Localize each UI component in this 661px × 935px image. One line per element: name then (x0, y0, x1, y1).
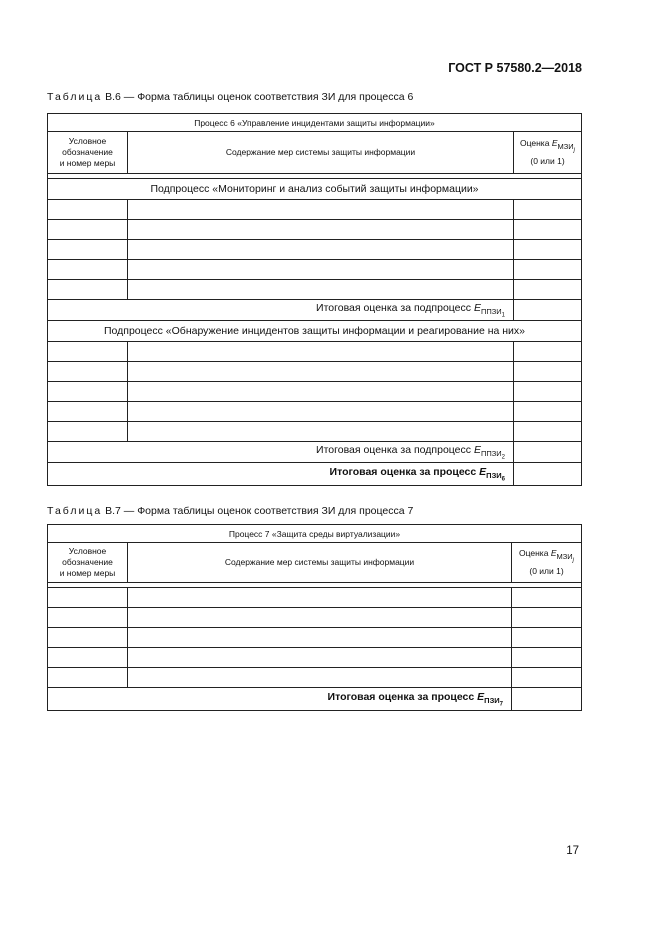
table7-col-score-header: Оценка $E_{МЗИ_j}$ (0 или 1) (512, 543, 582, 583)
table6-process-total-value (514, 463, 582, 486)
table-row (48, 342, 582, 362)
table7-process-title: Процесс 7 «Защита среды виртуализации» (48, 525, 582, 543)
table-row (48, 220, 582, 240)
table-row (48, 588, 582, 608)
table-row (48, 422, 582, 442)
table7-caption-number: В.7 (105, 505, 121, 517)
table-row (48, 648, 582, 668)
table-row (48, 382, 582, 402)
table-row (48, 362, 582, 382)
table7-caption-text: — Форма таблицы оценок соответствия ЗИ для процесса 7 (123, 505, 414, 517)
page-number: 17 (566, 845, 579, 857)
table6-col-content-header: Содержание мер системы защиты информации (128, 132, 514, 174)
table7-caption-prefix: Таблица (47, 505, 103, 517)
table6-subprocess2-total: Итоговая оценка за подпроцесс $E_{ППЗИ_2}$ (48, 442, 514, 463)
table6-subprocess1-title: Подпроцесс «Мониторинг и анализ событий защиты информации» (48, 179, 582, 200)
table-row (48, 200, 582, 220)
table-row (48, 402, 582, 422)
table6-subprocess2-title: Подпроцесс «Обнаружение инцидентов защиты информации и реагирование на них» (48, 321, 582, 342)
table-row (48, 260, 582, 280)
table6-process-title: Процесс 6 «Управление инцидентами защиты информации» (48, 114, 582, 132)
document-code: ГОСТ Р 57580.2—2018 (448, 61, 582, 75)
table7-process-total-value (512, 688, 582, 711)
table6-process-total: Итоговая оценка за процесс $E_{ПЗИ_6}$ (48, 463, 514, 486)
table6-subprocess2-total-value (514, 442, 582, 463)
table-row (48, 608, 582, 628)
table6-col-code-header: Условное обозначение и номер меры (48, 132, 128, 174)
table6-subprocess1-total: Итоговая оценка за подпроцесс $E_{ППЗИ_1}$ (48, 300, 514, 321)
table7-col-code-header: Условное обозначение и номер меры (48, 543, 128, 583)
table7-col-content-header: Содержание мер системы защиты информации (128, 543, 512, 583)
table6-caption-text: — Форма таблицы оценок соответствия ЗИ для процесса 6 (123, 91, 414, 103)
table6-caption-number: В.6 (105, 91, 121, 103)
table6-caption-prefix: Таблица (47, 91, 103, 103)
table6-subprocess1-total-value (514, 300, 582, 321)
table6 (47, 113, 582, 486)
table-row (48, 240, 582, 260)
table7-process-total: Итоговая оценка за процесс $E_{ПЗИ_7}$ (48, 688, 512, 711)
table-row (48, 668, 582, 688)
table7-caption (47, 505, 413, 517)
table7 (47, 524, 582, 711)
table-row (48, 628, 582, 648)
table-row (48, 280, 582, 300)
table6-caption (47, 91, 413, 103)
table6-col-score-header: Оценка $E_{МЗИ_j}$ (0 или 1) (514, 132, 582, 174)
